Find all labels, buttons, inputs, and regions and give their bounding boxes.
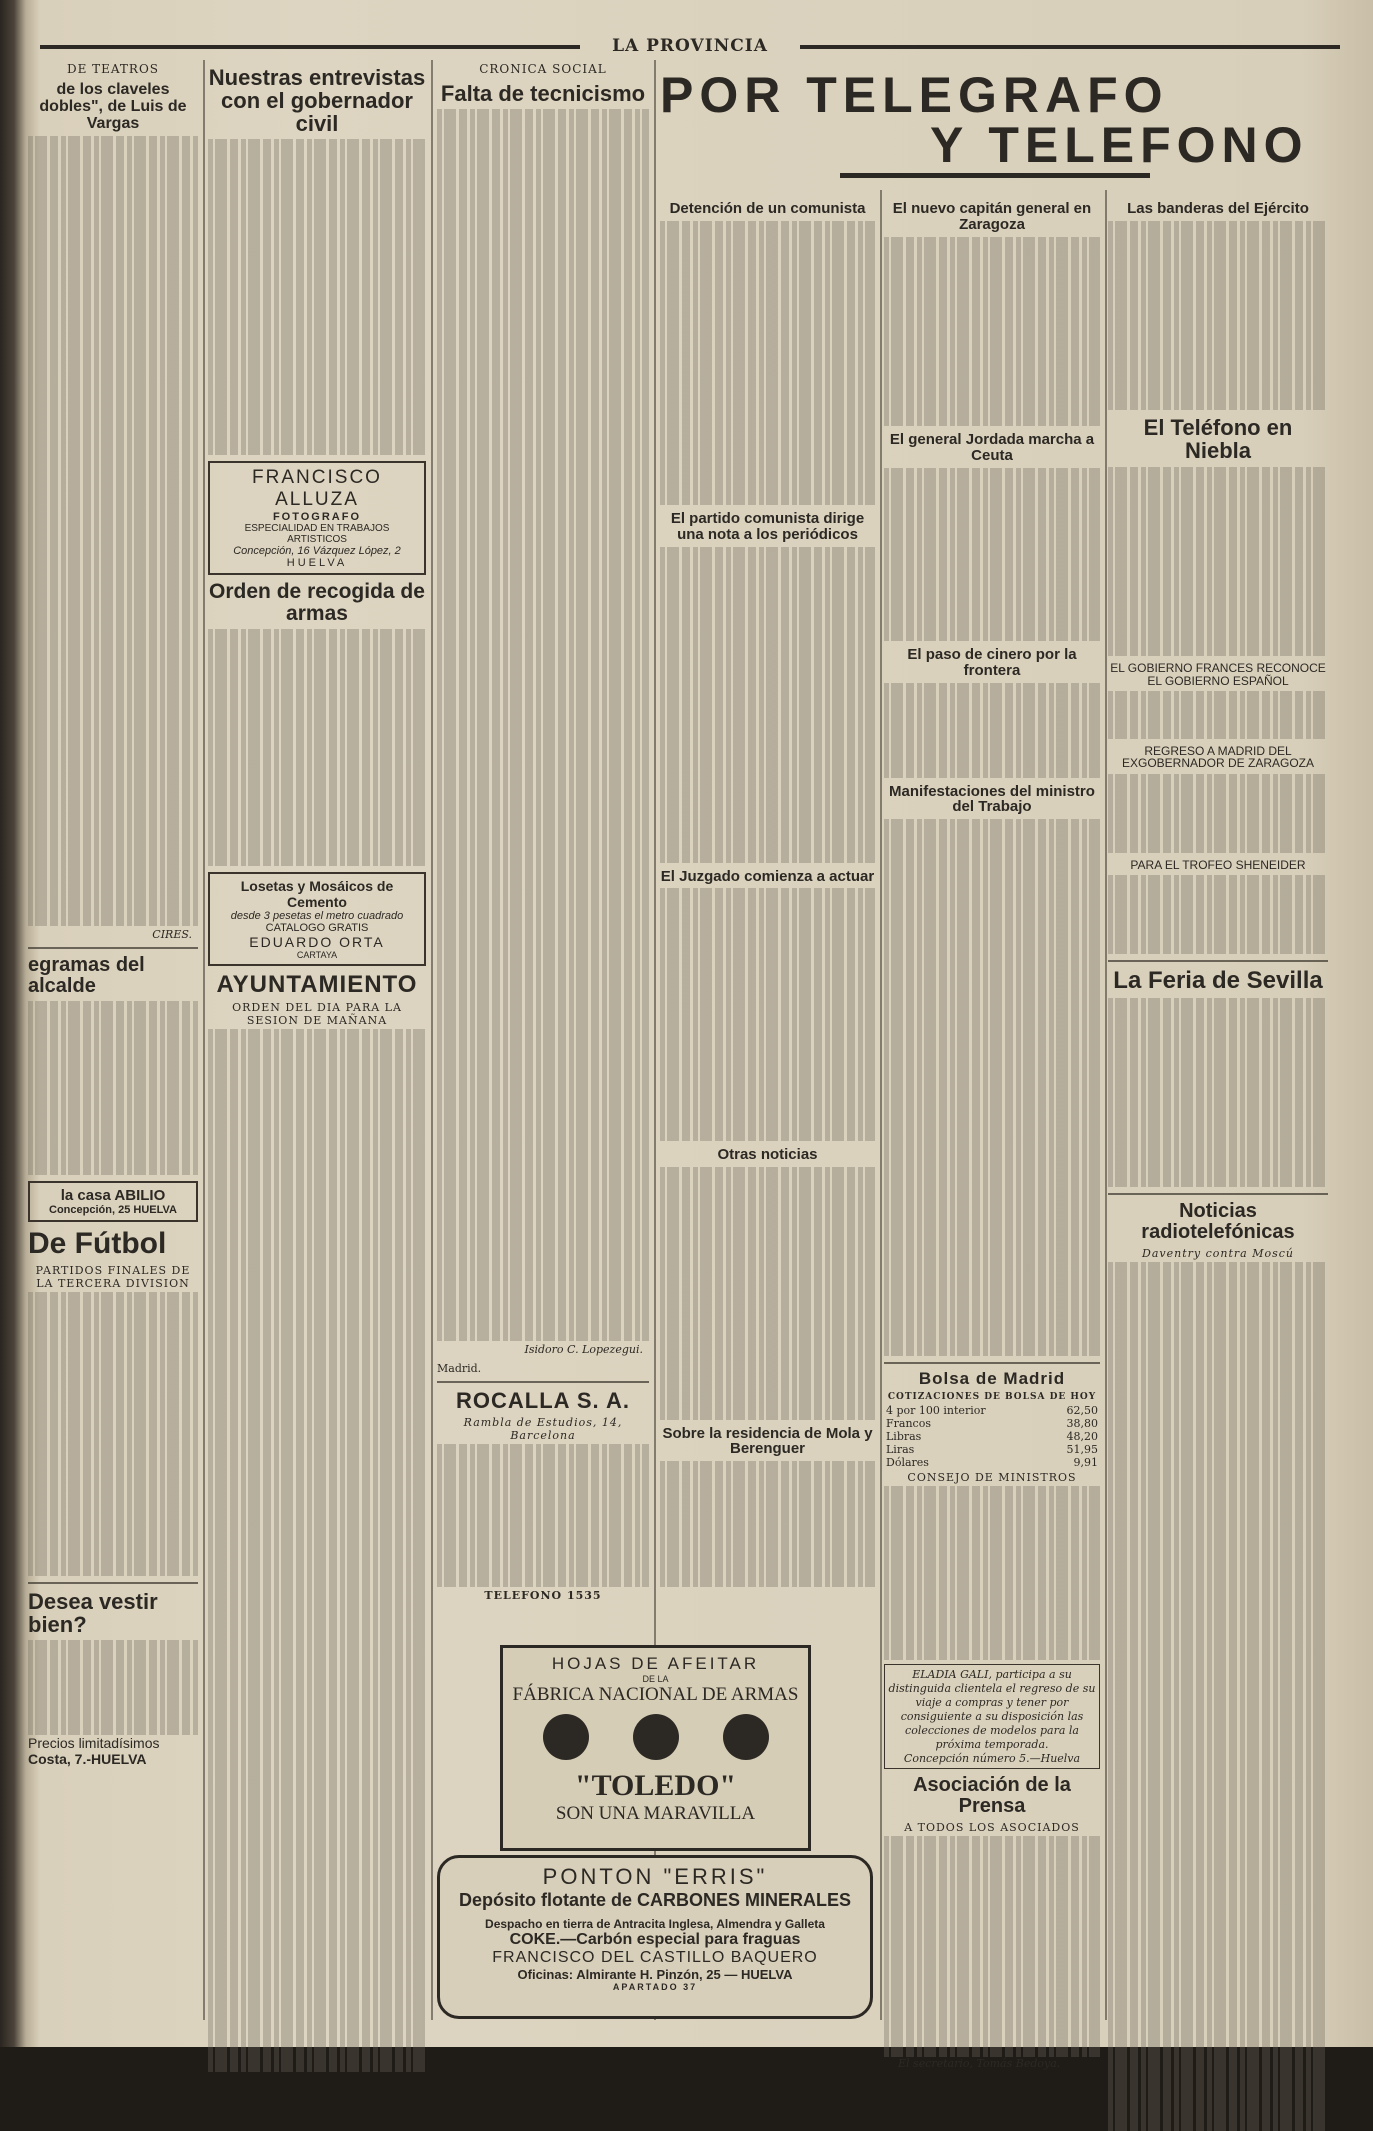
bolsa-label: Liras: [886, 1443, 915, 1457]
ad-eladia: [884, 1664, 1100, 1769]
column-telegrafo-3: [1108, 195, 1328, 2015]
masthead: [40, 36, 1340, 54]
ad-headline: Desea vestir bien?: [28, 1588, 158, 1637]
banner-line: Y TELEFONO: [930, 117, 1309, 173]
ad-line: PONTON "ERRIS": [542, 1864, 768, 1889]
article-subhead: Daventry contra Moscú: [1142, 1247, 1294, 1261]
ad-headline: ROCALLA S. A.: [456, 1388, 630, 1414]
article-headline: PARA EL TROFEO SHENEIDER: [1130, 857, 1306, 872]
article-headline: egramas del alcalde: [28, 954, 145, 998]
article-headline: Detención de un comunista: [669, 200, 866, 217]
article-subhead: CONSEJO DE MINISTROS: [907, 1471, 1077, 1485]
bolsa-label: 4 por 100 interior: [886, 1404, 986, 1418]
bolsa-value: 9,91: [1073, 1456, 1098, 1470]
ad-line: FÁBRICA NACIONAL DE ARMAS: [512, 1684, 799, 1705]
ad-toledo: [500, 1645, 811, 1851]
ad-line: Rambla de Estudios, 14, Barcelona: [463, 1416, 623, 1443]
banner-line: POR TELEGRAFO: [660, 67, 1169, 123]
seal-icon: [633, 1714, 679, 1760]
article-headline: Las banderas del Ejército: [1127, 200, 1309, 217]
masthead-title: LA PROVINCIA: [612, 36, 768, 56]
ad-line: FOTOGRAFO: [272, 511, 362, 524]
column-telegrafo-2: [884, 195, 1100, 2070]
article-headline: Otras noticias: [717, 1146, 818, 1164]
ad-line: FRANCISCO ALLUZA: [252, 467, 382, 511]
column-rule: [1105, 190, 1107, 2020]
banner-rule: [840, 173, 1150, 178]
article-headline: Sobre la residencia de Mola y Berenguer: [662, 1424, 873, 1458]
bolsa-row: [884, 1456, 1100, 1469]
column-teatros: [28, 60, 198, 2030]
article-headline: El partido comunista dirige una nota a los periódicos: [670, 510, 865, 543]
article-headline: El paso de cinero por la frontera: [907, 646, 1077, 680]
bolsa-value: 38,80: [1066, 1417, 1098, 1431]
article-subhead: PARTIDOS FINALES DE LA TERCERA DIVISION: [35, 1263, 191, 1290]
ad-line: SON UNA MARAVILLA: [555, 1803, 756, 1824]
bolsa-value: 62,50: [1066, 1404, 1098, 1418]
bolsa-row: [884, 1430, 1100, 1443]
article-subhead: A TODOS LOS ASOCIADOS: [904, 1820, 1080, 1834]
article-subhead: COTIZACIONES DE BOLSA DE HOY: [887, 1392, 1097, 1403]
article-headline: AYUNTAMIENTO: [216, 971, 418, 999]
ad-line: Losetas y Mosáicos de Cemento: [240, 878, 394, 911]
ad-line: la casa ABILIO: [60, 1187, 166, 1204]
ad-line: DE LA: [642, 1674, 669, 1684]
article-signature: El secretario, Tomás Bedoya.: [898, 2056, 1061, 2070]
article-headline: El Teléfono en Niebla: [1143, 415, 1293, 464]
article-headline: La Feria de Sevilla: [1113, 967, 1323, 995]
article-headline: De Fútbol: [28, 1227, 167, 1260]
article-subhead: ORDEN DEL DIA PARA LA SESION DE MAÑANA: [232, 1001, 402, 1028]
section-kicker: CRONICA SOCIAL: [479, 62, 607, 76]
article-headline: REGRESO A MADRID DEL EXGOBERNADOR DE ZARAGOZA: [1121, 743, 1315, 771]
ad-line: Despacho en tierra de Antracita Inglesa, Almendra y Galleta: [485, 1917, 825, 1931]
ad-line: HOJAS DE AFEITAR: [551, 1654, 760, 1673]
ad-line: COKE.—Carbón especial para fraguas: [509, 1931, 801, 1948]
column-rule: [431, 60, 433, 2020]
ad-line: CATALOGO GRATIS: [265, 922, 369, 935]
section-banner: [660, 67, 1330, 180]
ad-line: "TOLEDO": [574, 1769, 737, 1802]
ad-line: Depósito flotante de CARBONES MINERALES: [458, 1890, 852, 1910]
bolsa-label: Libras: [886, 1430, 922, 1444]
article-signature: Isidoro C. Lopezegui.: [524, 1343, 643, 1357]
ad-line: desde 3 pesetas el metro cuadrado: [230, 910, 404, 923]
ad-line: TELEFONO 1535: [484, 1588, 602, 1602]
ad-abilio: [28, 1181, 198, 1222]
article-headline: Orden de recogida de armas: [209, 580, 425, 626]
column-rule: [880, 190, 882, 2020]
article-headline: Nuestras entrevistas con el gobernador civil: [208, 65, 426, 137]
article-dateline: Madrid.: [437, 1362, 482, 1376]
bolsa-row: [884, 1443, 1100, 1456]
ad-line: ESPECIALIDAD EN TRABAJOS ARTISTICOS: [244, 523, 390, 546]
column-telegrafo-1: [660, 195, 875, 1735]
article-headline: de los claveles dobles", de Luis de Vargas: [39, 81, 187, 132]
article-headline: El nuevo capitán general en Zaragoza: [892, 200, 1092, 233]
ad-ponton: [437, 1855, 873, 2019]
ad-logo: [503, 1714, 808, 1765]
ad-line: EDUARDO ORTA: [249, 934, 385, 951]
ad-line: Concepción, 16 Vázquez López, 2: [233, 545, 401, 558]
section-kicker: DE TEATROS: [66, 62, 160, 76]
ad-line: Concepción, 25 HUELVA: [49, 1204, 177, 1216]
article-headline: El general Jordada marcha a Ceuta: [889, 431, 1095, 464]
ad-alluza: [208, 461, 426, 575]
bolsa-row: [884, 1417, 1100, 1430]
article-headline: Falta de tecnicismo: [440, 81, 646, 106]
masthead-rule-right: [800, 45, 1340, 49]
article-headline: EL GOBIERNO FRANCES RECONOCE EL GOBIERNO ESPAÑOL: [1110, 661, 1326, 688]
bolsa-row: [884, 1404, 1100, 1417]
ad-line: ELADIA GALI, participa a su distinguida clientela el regreso de su viaje a compras y tener por consiguiente a su disposición las colecciones de modelos para la próxima temporada.: [888, 1667, 1096, 1751]
article-headline: Asociación de la Prensa: [913, 1773, 1071, 1817]
column-gobernador: [208, 60, 426, 2030]
bolsa-value: 51,95: [1066, 1443, 1098, 1457]
seal-icon: [723, 1714, 769, 1760]
masthead-rule-left: [40, 45, 580, 49]
ad-line: CARTAYA: [296, 950, 338, 961]
column-cronica: [437, 60, 649, 1840]
ad-line: Precios limitadísimos: [28, 1734, 160, 1751]
bolsa-label: Francos: [886, 1417, 931, 1431]
article-headline: Noticias radiotelefónicas: [1141, 1200, 1295, 1244]
ad-line: FRANCISCO DEL CASTILLO BAQUERO: [492, 1949, 818, 1966]
bolsa-label: Dólares: [886, 1456, 929, 1470]
column-rule: [203, 60, 205, 2020]
ad-line: Costa, 7.-HUELVA: [28, 1750, 147, 1767]
ad-losetas: [208, 872, 426, 966]
ad-line: Oficinas: Almirante H. Pinzón, 25 — HUELVA: [517, 1967, 793, 1982]
article-signature: CIRES.: [152, 928, 192, 942]
bolsa-value: 48,20: [1066, 1430, 1098, 1444]
ad-line: HUELVA: [286, 557, 348, 570]
seal-icon: [543, 1714, 589, 1760]
bolsa-table: [884, 1404, 1100, 1469]
article-headline: Manifestaciones del ministro del Trabajo: [889, 782, 1095, 816]
ad-line: APARTADO 37: [612, 1982, 698, 1992]
ad-line: Concepción número 5.—Huelva: [903, 1751, 1081, 1765]
article-headline: El Juzgado comienza a actuar: [660, 867, 875, 885]
article-headline: Bolsa de Madrid: [918, 1369, 1066, 1389]
